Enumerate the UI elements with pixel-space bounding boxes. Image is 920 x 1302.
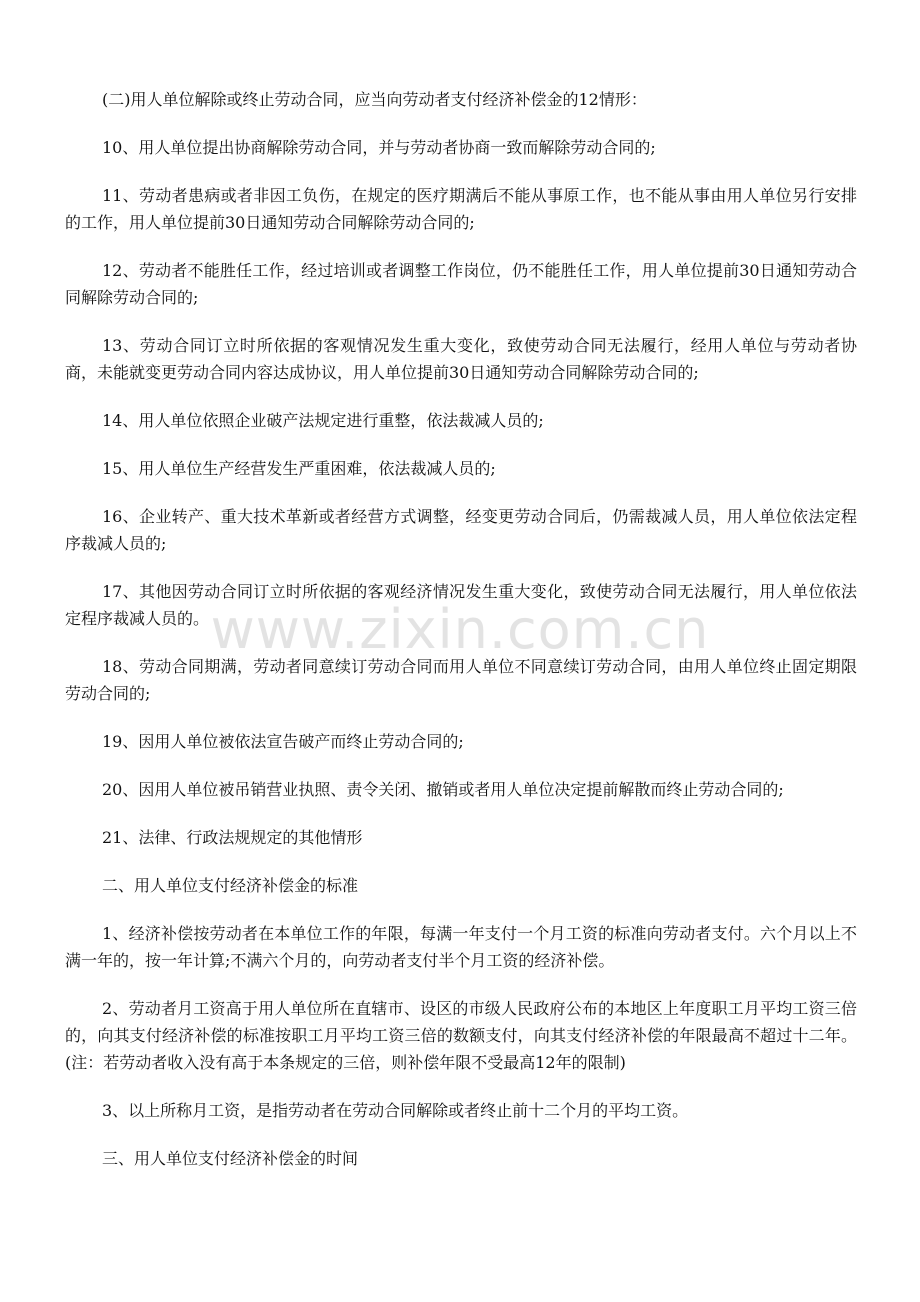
clause-18-paragraph: 18、劳动合同期满，劳动者同意续订劳动合同而用人单位不同意续订劳动合同，由用人单位终止固定期限劳动合同的; [65,657,857,703]
standard-3-paragraph: 3、以上所称月工资，是指劳动者在劳动合同解除或者终止前十二个月的平均工资。 [102,1101,689,1120]
clause-13-paragraph: 13、劳动合同订立时所依据的客观情况发生重大变化，致使劳动合同无法履行，经用人单位与劳动者协商，未能就变更劳动合同内容达成协议，用人单位提前30日通知劳动合同解除劳动合同的; [65,336,857,382]
clause-19-paragraph: 19、因用人单位被依法宣告破产而终止劳动合同的; [102,732,464,751]
section-intro-paragraph: (二)用人单位解除或终止劳动合同，应当向劳动者支付经济补偿金的12情形： [102,90,647,109]
clause-17-paragraph: 17、其他因劳动合同订立时所依据的客观经济情况发生重大变化，致使劳动合同无法履行，用人单位依法定程序裁减人员的。 [65,582,857,628]
document-body [65,86,857,1193]
clause-16-paragraph: 16、企业转产、重大技术革新或者经营方式调整，经变更劳动合同后，仍需裁减人员，用人单位依法定程序裁减人员的; [65,507,857,553]
clause-12-paragraph: 12、劳动者不能胜任工作，经过培训或者调整工作岗位，仍不能胜任工作，用人单位提前30日通知劳动合同解除劳动合同的; [65,261,857,307]
clause-14-paragraph: 14、用人单位依照企业破产法规定进行重整，依法裁减人员的; [102,411,544,430]
standard-2-paragraph: 2、劳动者月工资高于用人单位所在直辖市、设区的市级人民政府公布的本地区上年度职工月平均工资三倍的，向其支付经济补偿的标准按职工月平均工资三倍的数额支付，向其支付经济补偿的年限最高不超过十二年。(注：若劳动者收入没有高于本条规定的三倍，则补偿年限不受最高12年的限制) [65,999,857,1072]
clause-10-paragraph: 10、用人单位提出协商解除劳动合同，并与劳动者协商一致而解除劳动合同的; [102,138,656,157]
section-3-heading: 三、用人单位支付经济补偿金的时间 [102,1149,359,1168]
standard-1-paragraph: 1、经济补偿按劳动者在本单位工作的年限，每满一年支付一个月工资的标准向劳动者支付。六个月以上不满一年的，按一年计算;不满六个月的，向劳动者支付半个月工资的经济补偿。 [65,924,857,970]
clause-11-paragraph: 11、劳动者患病或者非因工负伤，在规定的医疗期满后不能从事原工作，也不能从事由用人单位另行安排的工作，用人单位提前30日通知劳动合同解除劳动合同的; [65,186,857,232]
watermark: www.zixin.com.cn [210,598,710,661]
clause-20-paragraph: 20、因用人单位被吊销营业执照、责令关闭、撤销或者用人单位决定提前解散而终止劳动合同的; [102,780,784,799]
clause-15-paragraph: 15、用人单位生产经营发生严重困难，依法裁减人员的; [102,459,496,478]
section-2-heading: 二、用人单位支付经济补偿金的标准 [102,876,359,895]
clause-21-paragraph: 21、法律、行政法规规定的其他情形 [102,828,363,847]
